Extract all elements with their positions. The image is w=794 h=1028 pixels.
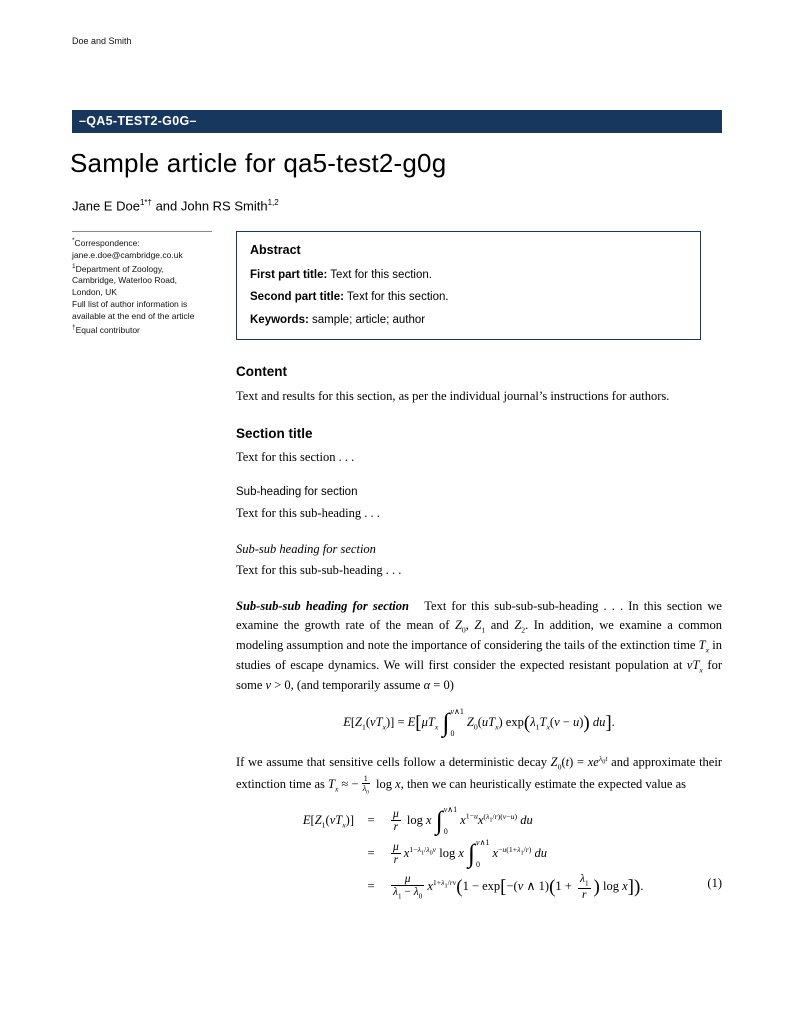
equals-sign: = (367, 813, 375, 828)
article-title: Sample article for qa5-test2-g0g (70, 148, 447, 178)
correspondence-note: *Correspondence: jane.e.doe@cambridge.co.uk $^1$Department of Zoology, Cambridge, Waterloo Road, London, UK Full list of author information is available at the end of the article †Equal contributor (72, 237, 195, 335)
article-body (236, 362, 722, 905)
abstract-item-keywords (250, 313, 688, 329)
abstract-item-text: Text for this section. (343, 291, 449, 304)
sub-sub-heading: Sub-sub heading for section (236, 541, 376, 556)
aligned-equation-block (236, 806, 722, 902)
content-heading: Content (236, 364, 287, 379)
abstract-item-label: First part title: (250, 268, 328, 281)
running-header: Doe and Smith (72, 36, 132, 46)
equals-sign: = (367, 879, 375, 894)
equation-row (236, 872, 722, 902)
content-paragraph: Text and results for this section, as per the individual journal’s instructions for authors. (236, 388, 670, 403)
sub-sub-heading-paragraph: Text for this sub-sub-heading . . . (236, 562, 402, 577)
journal-banner: –QA5-TEST2-G0G– (72, 110, 722, 133)
equation-lhs: $E[Z_1(vT_x)]$ (302, 812, 354, 830)
sidebar-divider (72, 231, 212, 232)
abstract-item-label: Keywords: (250, 313, 309, 326)
abstract-box (236, 231, 701, 340)
equation-row (236, 806, 722, 836)
equation-number: (1) (707, 875, 722, 890)
sub-heading-paragraph: Text for this sub-heading . . . (236, 505, 380, 520)
authors-line: Jane E Doe$^{1*\dagger}$ and John RS Smith$^{1,2}$ (72, 198, 279, 214)
abstract-item-second-part (250, 290, 688, 306)
equation-rhs: $\frac{\mu}{r}$ log x ∫ v∧1 0 $x^{1-u}x^{(\lambda_1/r)(v-u)}$ du (393, 804, 533, 836)
correspondence-sidebar (72, 231, 218, 337)
section-title-heading: Section title (236, 425, 313, 441)
equation-rhs: $\frac{\mu}{\lambda_1 - \lambda_0}$ $x^{1+\lambda_1/rv}(1 - \exp[-(v$ ∧ 1)(1 + $\frac{\lambda_1}{r}$ ) log x]). (393, 872, 644, 901)
display-equation: $E[Z_1(vT_x)] = E[\mu T_x$ ∫ v∧1 0 $Z_0(uT_x) \exp(\lambda_1T_x(v - u))$ du]. (343, 707, 615, 739)
abstract-title: Abstract (250, 243, 301, 257)
sub-sub-sub-paragraph: Sub-sub-sub heading for section Text for this sub-sub-sub-heading . . . In this section we examine the growth rate of the mean of $Z_0$, $Z_1$ and $Z_2$. In addition, we examine a common modeling assumption and note the importance of considering the tails of the extinction time $T_x$ in studies of escape dynamics. We will first consider the expected resistant population at $vT_x$ for some v > 0, (and temporarily assume α = 0) (236, 598, 722, 693)
abstract-item-first-part (250, 268, 688, 284)
equals-sign: = (367, 846, 375, 861)
section-paragraph: Text for this section . . . (236, 450, 355, 465)
equation-rhs: $\frac{\mu}{r}$ $x^{1-\lambda_1/\lambda_0v}$ log x ∫ v∧1 0 $x^{-u(1+\lambda_1/r)}$ du (393, 837, 547, 869)
abstract-item-text: Text for this section. (327, 268, 432, 281)
decay-paragraph: If we assume that sensitive cells follow a deterministic decay $Z_0(t) = xe^{\lambda_0t}$ and approximate their extinction time as $T_x$ ≈ − $\frac{1}{\lambda_0}$ log x, then we can heuristically estimate the expected value as (236, 754, 722, 796)
sub-heading: Sub-heading for section (236, 486, 358, 499)
equation-row (236, 839, 722, 869)
abstract-item-label: Second part title: (250, 291, 344, 304)
abstract-item-text: sample; article; author (308, 313, 426, 326)
